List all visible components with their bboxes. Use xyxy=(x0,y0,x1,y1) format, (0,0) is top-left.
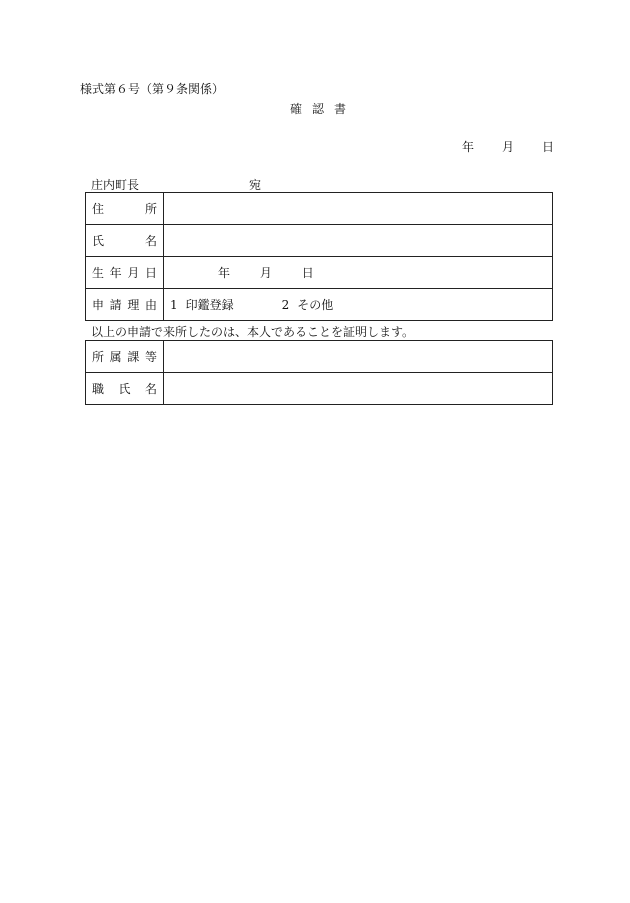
address-row xyxy=(86,193,553,225)
address-field[interactable] xyxy=(164,193,553,225)
name-label: 氏 名 xyxy=(86,225,164,257)
form-reference: 様式第６号（第９条関係） xyxy=(80,82,225,96)
department-field[interactable] xyxy=(164,341,553,373)
reason-label: 申 請 理 由 xyxy=(86,289,164,321)
staff-name-label: 職 氏 名 xyxy=(86,373,164,405)
department-row xyxy=(86,341,553,373)
staff-table xyxy=(85,340,553,405)
date-month: 月 xyxy=(501,140,514,154)
document-title: 確認書 xyxy=(289,102,356,116)
name-field[interactable] xyxy=(164,225,553,257)
dob-label: 生 年 月 日 xyxy=(86,257,164,289)
staff-name-field[interactable] xyxy=(164,373,553,405)
department-label: 所 属 課 等 xyxy=(86,341,164,373)
dob-month: 月 xyxy=(259,266,272,280)
reason-option-1-text: 印鑑登録 xyxy=(185,298,234,312)
dob-year: 年 xyxy=(218,266,231,280)
dob-day: 日 xyxy=(301,266,314,280)
addressee-suffix: 宛 xyxy=(249,178,262,192)
dob-row xyxy=(86,257,553,289)
certification-text: 以上の申請で来所したのは、本人であることを証明します。 xyxy=(91,325,415,339)
addressee-name: 庄内町長 xyxy=(91,178,140,192)
reason-option-1-number: 1 xyxy=(170,298,178,312)
applicant-table xyxy=(85,192,553,321)
reason-row xyxy=(86,289,553,321)
name-row xyxy=(86,225,553,257)
date-line xyxy=(462,138,554,155)
date-year: 年 xyxy=(461,140,474,154)
dob-field[interactable] xyxy=(164,257,553,289)
reason-option-2-text: その他 xyxy=(297,298,334,312)
reason-option-2-number: 2 xyxy=(281,298,290,312)
date-day: 日 xyxy=(541,140,554,154)
addressee xyxy=(91,176,261,193)
address-label: 住 所 xyxy=(86,193,164,225)
reason-field[interactable] xyxy=(164,289,553,321)
staff-name-row xyxy=(86,373,553,405)
